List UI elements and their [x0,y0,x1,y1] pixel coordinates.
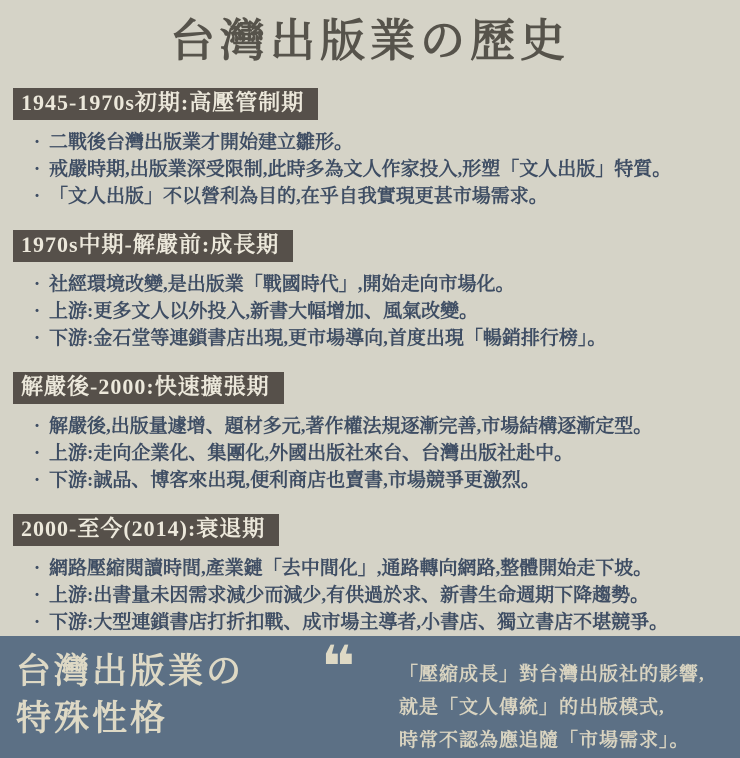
quote-line: 就是「文人傳統」的出版模式, [399,697,665,718]
quote-icon: ❝ [321,633,356,701]
bullet-text: 上游:走向企業化、集團化,外國出版社來台、台灣出版社赴中。 [49,443,574,464]
bullet-dot: · [33,132,41,153]
section-control-period [13,70,740,210]
bullet-list [25,271,740,352]
bullet-list [25,555,740,636]
bullet-text: 二戰後台灣出版業才開始建立雛形。 [49,132,354,153]
list-item [25,183,740,210]
list-item [25,555,740,582]
section-decline-period [13,494,740,636]
section-header: 1945-1970s初期:高壓管制期 [13,88,318,120]
bullet-text: 社經環境改變,是出版業「戰國時代」,開始走向市場化。 [49,274,515,295]
bullet-dot: · [33,443,41,464]
bullet-text: 下游:誠品、博客來出現,便利商店也賣書,市場競爭更激烈。 [49,470,540,491]
bullet-text: 上游:更多文人以外投入,新書大幅增加、風氣改變。 [49,301,479,322]
quote-line: 時常不認為應追隨「市場需求」。 [399,730,690,751]
section-header: 1970s中期-解嚴前:成長期 [13,230,293,262]
list-item [25,609,740,636]
bullet-list [25,129,740,210]
bullet-text: 下游:大型連鎖書店打折扣戰、成市場主導者,小書店、獨立書店不堪競爭。 [49,612,669,633]
list-item [25,271,740,298]
bullet-dot: · [33,328,41,349]
bullet-dot: · [33,470,41,491]
list-item [25,582,740,609]
section-growth-period [13,210,740,352]
bullet-text: 網路壓縮閱讀時間,產業鏈「去中間化」,通路轉向網路,整體開始走下坡。 [49,558,653,579]
bullet-dot: · [33,585,41,606]
section-header: 解嚴後-2000:快速擴張期 [13,372,284,404]
footer-title-line2: 特殊性格 [16,699,169,738]
bullet-dot: · [33,301,41,322]
bullet-dot: · [33,186,41,207]
bullet-text: 戒嚴時期,出版業深受限制,此時多為文人作家投入,形塑「文人出版」特質。 [49,159,672,180]
bullet-text: 下游:金石堂等連鎖書店出現,更市場導向,首度出現「暢銷排行榜」。 [49,328,607,349]
bullet-list [25,413,740,494]
list-item [25,325,740,352]
list-item [25,467,740,494]
footer-title-line1: 台灣出版業の [16,652,245,691]
section-expansion-period [13,352,740,494]
list-item [25,413,740,440]
bullet-dot: · [33,612,41,633]
section-header: 2000-至今(2014):衰退期 [13,514,279,546]
bullet-text: 「文人出版」不以營利為目的,在乎自我實現更甚市場需求。 [49,186,548,207]
quote-text [399,636,740,757]
footer-title [0,636,321,742]
list-item [25,298,740,325]
bullet-dot: · [33,558,41,579]
list-item [25,129,740,156]
list-item [25,156,740,183]
bullet-text: 上游:出書量未因需求減少而減少,有供過於求、新書生命週期下降趨勢。 [49,585,650,606]
quote-line: 「壓縮成長」對台灣出版社的影響, [399,664,705,685]
bullet-dot: · [33,274,41,295]
footer-banner [0,633,740,758]
bullet-text: 解嚴後,出版量遽增、題材多元,著作權法規逐漸完善,市場結構逐漸定型。 [49,416,653,437]
bullet-dot: · [33,159,41,180]
list-item [25,440,740,467]
page-title: 台灣出版業の歷史 [169,16,570,66]
bullet-dot: · [33,416,41,437]
